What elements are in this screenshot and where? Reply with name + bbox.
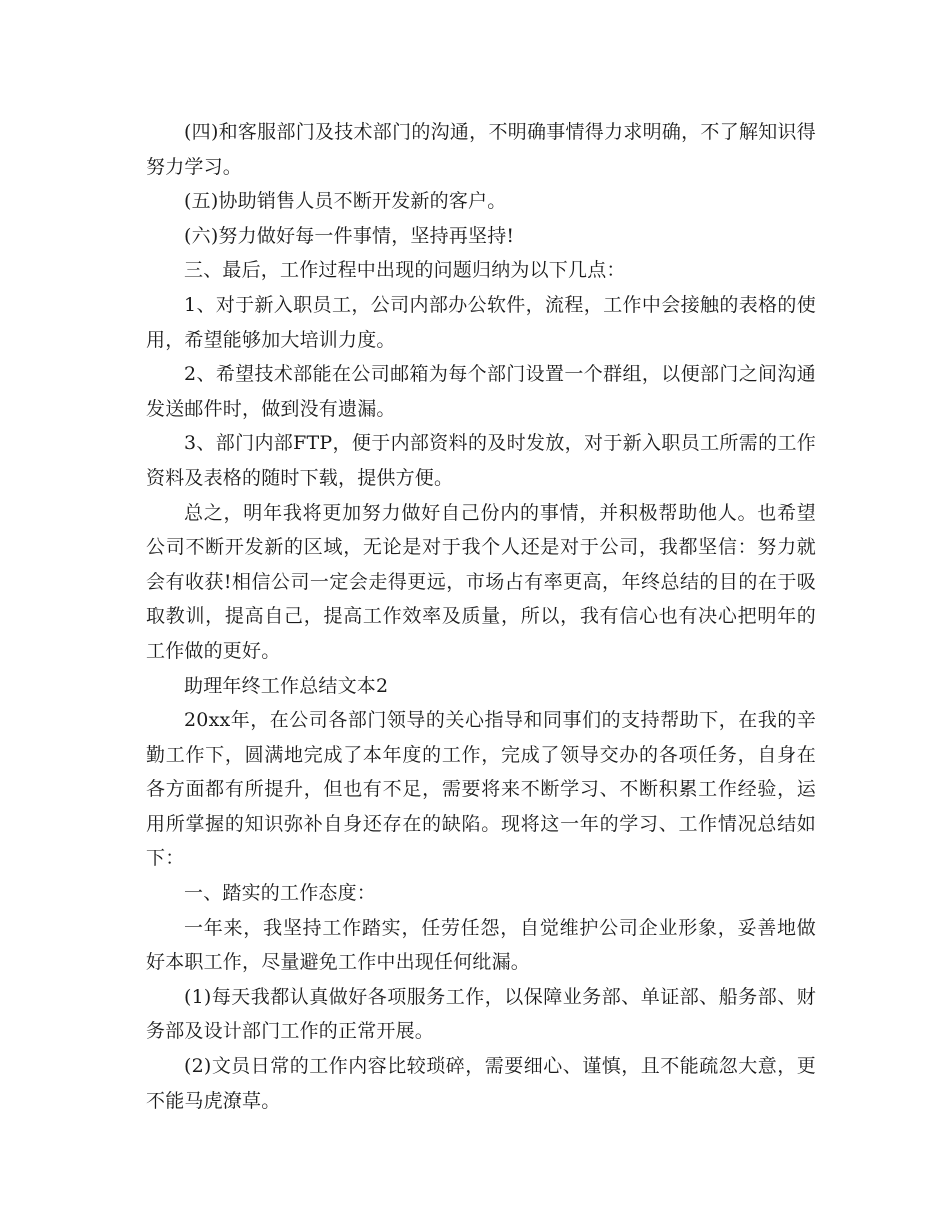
paragraph-persist: (六)努力做好每一件事情，坚持再坚持! <box>184 224 515 247</box>
paragraph-service-work: (1)每天我都认真做好各项服务工作，以保障业务部、单证部、船务部、财务部及设计部门工作的正常开展。 <box>146 985 816 1043</box>
paragraph-diligent: 一年来，我坚持工作踏实，任劳任怨，自觉维护公司企业形象，妥善地做好本职工作，尽量避免工作中出现任何纰漏。 <box>146 916 816 974</box>
paragraph-assist-sales: (五)协助销售人员不断开发新的客户。 <box>184 190 507 213</box>
section-heading-problems: 三、最后，工作过程中出现的问题归纳为以下几点： <box>184 259 626 282</box>
document-body <box>146 115 816 1118</box>
document-subtitle: 助理年终工作总结文本2 <box>184 674 389 697</box>
paragraph-conclusion: 总之，明年我将更加努力做好自己份内的事情，并积极帮助他人。也希望公司不断开发新的区域，无论是对于我个人还是对于公司，我都坚信：努力就会有收获!相信公司一定会走得更远，市场占有率更高，年终总结的目的在于吸取教训，提高自己，提高工作效率及质量，所以，我有信心也有决心把明年的工作做的更好。 <box>146 501 816 662</box>
section-heading-attitude: 一、踏实的工作态度： <box>184 882 377 905</box>
paragraph-training: 1、对于新入职员工，公司内部办公软件，流程，工作中会接触的表格的使用，希望能够加大培训力度。 <box>146 293 816 351</box>
paragraph-intro-year: 20xx年，在公司各部门领导的关心指导和同事们的支持帮助下，在我的辛勤工作下，圆满地完成了本年度的工作，完成了领导交办的各项任务，自身在各方面都有所提升，但也有不足，需要将来不断学习、不断积累工作经验，运用所掌握的知识弥补自身还存在的缺陷。现将这一年的学习、工作情况总结如下： <box>146 709 816 870</box>
paragraph-email-groups: 2、希望技术部能在公司邮箱为每个部门设置一个群组，以便部门之间沟通发送邮件时，做到没有遗漏。 <box>146 363 816 420</box>
paragraph-ftp: 3、部门内部FTP，便于内部资料的及时发放，对于新入职员工所需的工作资料及表格的随时下载，提供方便。 <box>146 432 816 489</box>
paragraph-communication: (四)和客服部门及技术部门的沟通，不明确事情得力求明确，不了解知识得努力学习。 <box>146 121 816 178</box>
paragraph-daily-work: (2)文员日常的工作内容比较琐碎，需要细心、谨慎，且不能疏忽大意，更不能马虎潦草。 <box>146 1055 816 1112</box>
